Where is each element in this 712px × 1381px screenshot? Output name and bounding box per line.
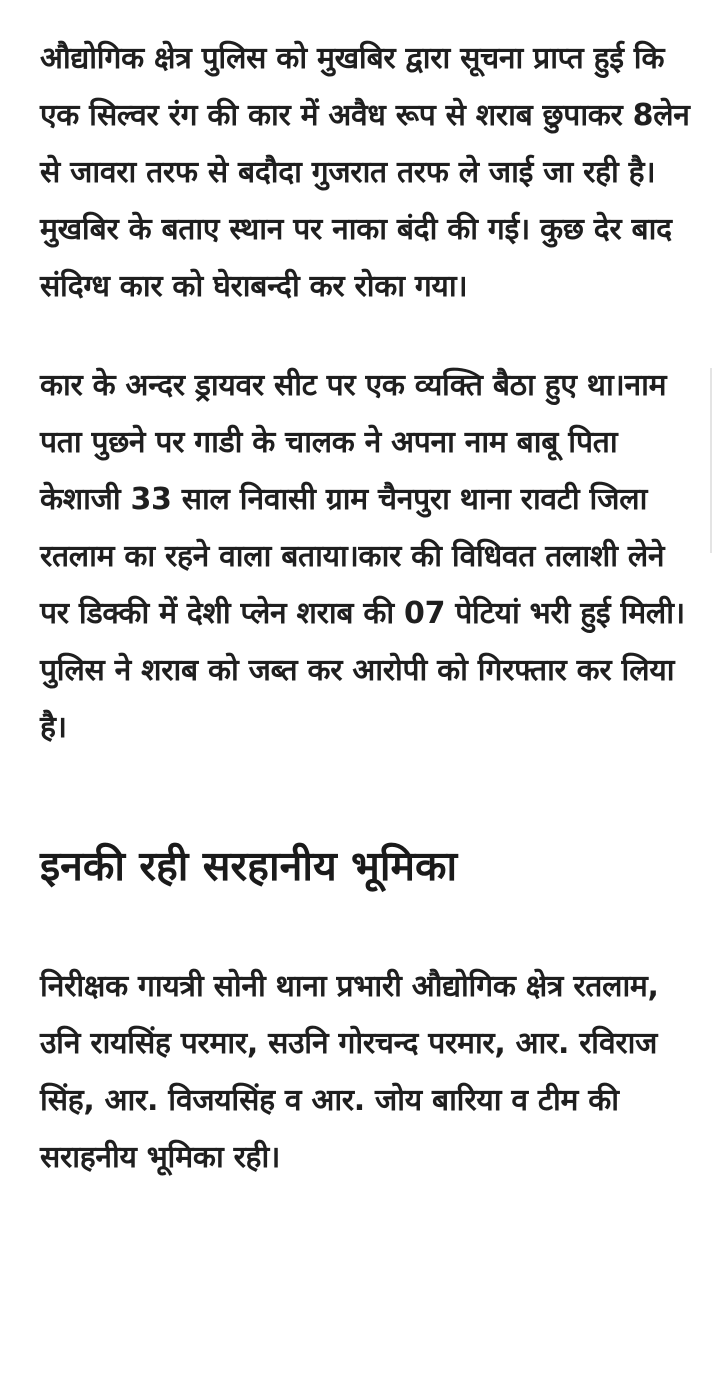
paragraph-team-credits: निरीक्षक गायत्री सोनी थाना प्रभारी औद्योगिक क्षेत्र रतलाम, उनि रायसिंह परमार, सउनि गोरचन्द परमार, आर. रविराज सिंह, आर. विजयसिंह व आर. जोय बारिया व टीम की सराहनीय भूमिका रही। xyxy=(40,969,659,1175)
paragraph-tipoff: औद्योगिक क्षेत्र पुलिस को मुखबिर द्वारा सूचना प्राप्त हुई कि एक सिल्वर रंग की कार में अवैध रूप से शराब छुपाकर 8लेन से जावरा तरफ से बदौदा गुजरात तरफ ले जाई जा रही है। मुखबिर के बताए स्थान पर नाका बंदी की गई। कुछ देर बाद संदिग्ध कार को घेराबन्दी कर रोका गया। xyxy=(40,41,690,304)
article-body xyxy=(40,30,690,1186)
section-heading: इनकी रही सरहानीय भूमिका xyxy=(40,842,458,890)
paragraph-arrest: कार के अन्दर ड्रायवर सीट पर एक व्यक्ति बैठा हुए था।नाम पता पुछने पर गाडी के चालक ने अपना नाम बाबू पिता केशाजी 33 साल निवासी ग्राम चैनपुरा थाना रावटी जिला रतलाम का रहने वाला बताया।कार की विधिवत तलाशी लेने पर डिक्की में देशी प्लेन शराब की 07 पेटियां भरी हुई मिली। पुलिस ने शराब को जब्त कर आरोपी को गिरफ्तार कर लिया है। xyxy=(40,368,685,745)
